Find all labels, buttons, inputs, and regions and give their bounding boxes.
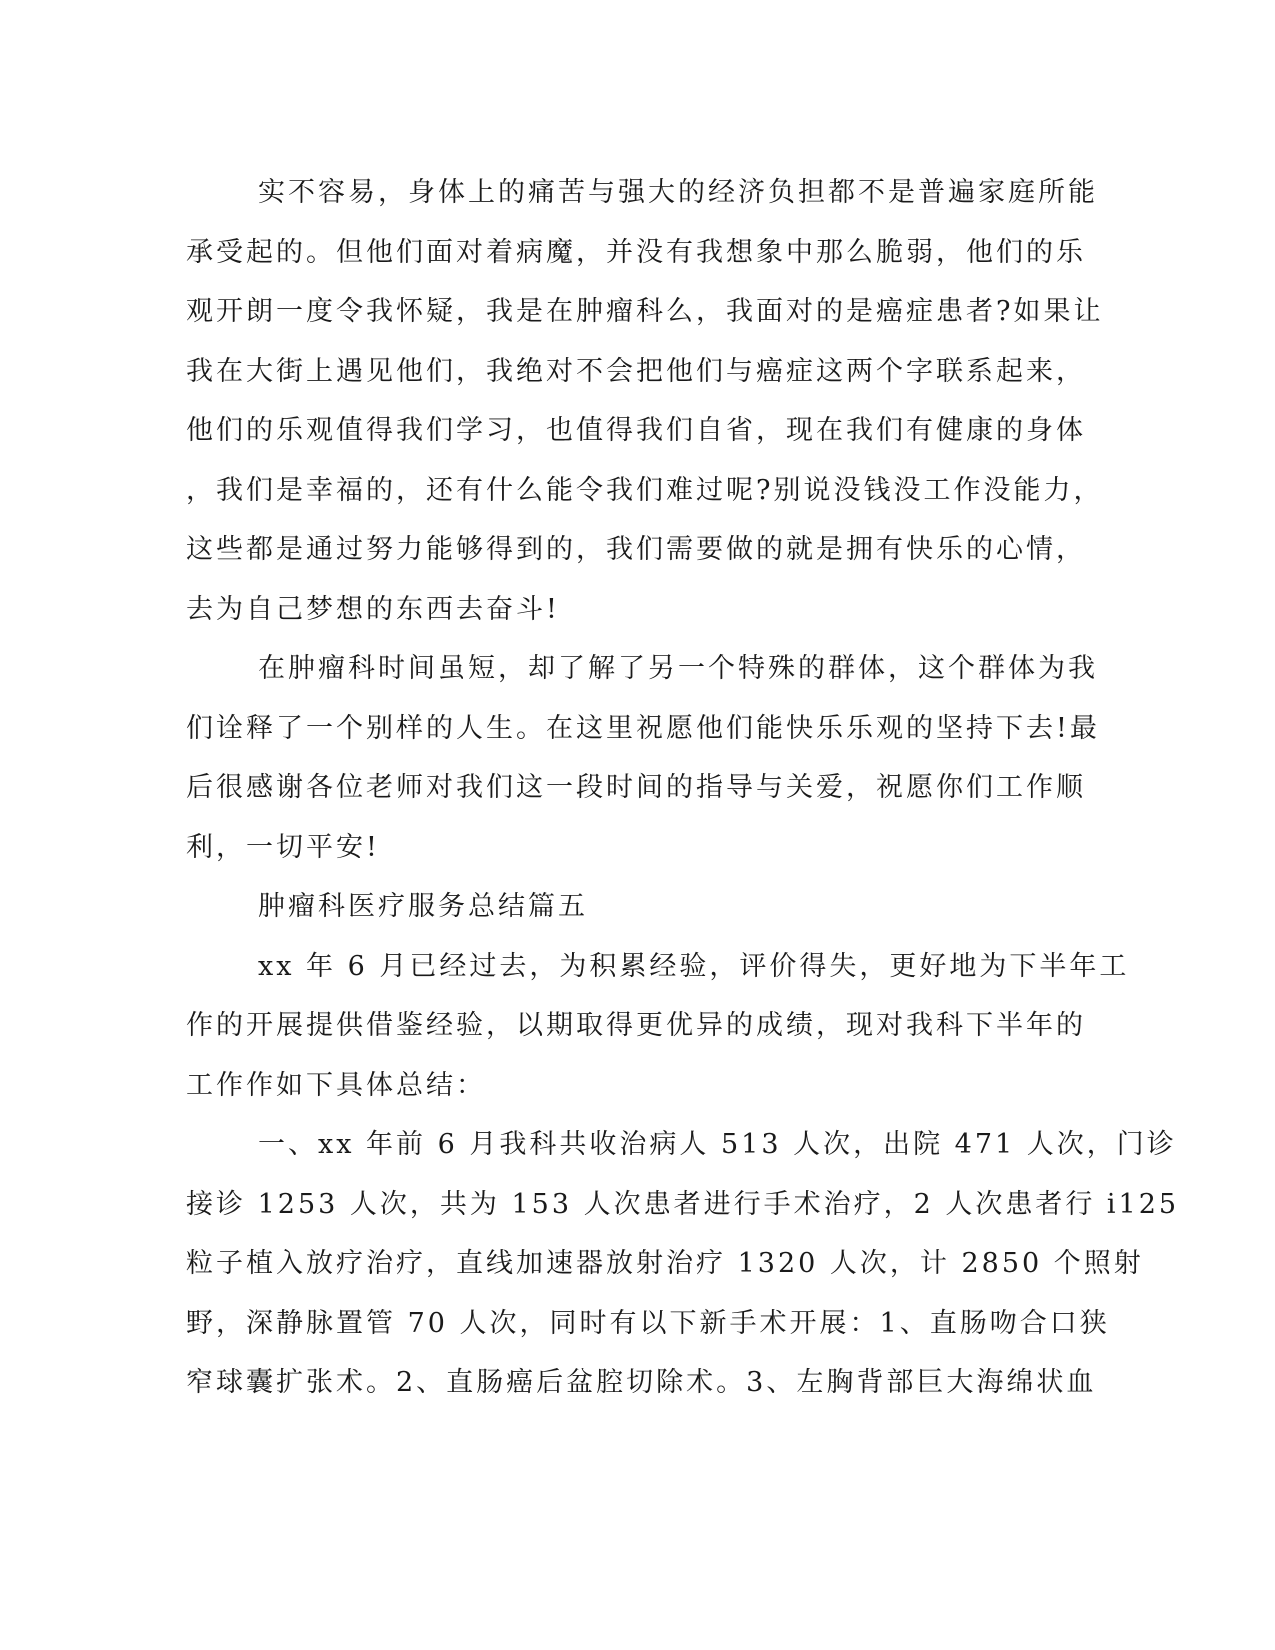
- text-line: xx 年 6 月已经过去，为积累经验，评价得失，更好地为下半年工: [258, 950, 1130, 982]
- text-line: 实不容易，身体上的痛苦与强大的经济负担都不是普遍家庭所能: [258, 177, 1098, 208]
- text-line: 窄球囊扩张术。2、直肠癌后盆腔切除术。3、左胸背部巨大海绵状血: [186, 1367, 1097, 1398]
- text-line: 在肿瘤科时间虽短，却了解了另一个特殊的群体，这个群体为我: [258, 653, 1098, 684]
- text-line: 后很感谢各位老师对我们这一段时间的指导与关爱，祝愿你们工作顺: [186, 772, 1086, 803]
- text-line: ，我们是幸福的，还有什么能令我们难过呢?别说没钱没工作没能力，: [186, 474, 1104, 506]
- text-line: 野，深静脉置管 70 人次，同时有以下新手术开展：1、直肠吻合口狭: [186, 1307, 1110, 1339]
- text-line: 承受起的。但他们面对着病魔，并没有我想象中那么脆弱，他们的乐: [186, 236, 1086, 268]
- text-line: 接诊 1253 人次，共为 153 人次患者进行手术治疗，2 人次患者行 i125: [186, 1188, 1180, 1220]
- text-line: 这些都是通过努力能够得到的，我们需要做的就是拥有快乐的心情，: [186, 534, 1086, 565]
- document-body: [186, 163, 1180, 1413]
- text-line: 粒子植入放疗治疗，直线加速器放射治疗 1320 人次，计 2850 个照射: [186, 1248, 1144, 1279]
- section-heading: 肿瘤科医疗服务总结篇五: [258, 891, 588, 922]
- text-line: 利，一切平安!: [186, 831, 380, 863]
- text-line: 一、xx 年前 6 月我科共收治病人 513 人次，出院 471 人次，门诊: [258, 1129, 1177, 1160]
- text-line: 观开朗一度令我怀疑，我是在肿瘤科么，我面对的是癌症患者?如果让: [186, 296, 1104, 327]
- text-line: 作的开展提供借鉴经验，以期取得更优异的成绩，现对我科下半年的: [186, 1010, 1086, 1041]
- text-line: 我在大街上遇见他们，我绝对不会把他们与癌症这两个字联系起来，: [186, 355, 1086, 387]
- text-line: 工作作如下具体总结：: [186, 1069, 486, 1101]
- text-line: 他们的乐观值得我们学习，也值得我们自省，现在我们有健康的身体: [186, 415, 1086, 446]
- text-line: 去为自己梦想的东西去奋斗!: [186, 593, 560, 625]
- text-line: 们诠释了一个别样的人生。在这里祝愿他们能快乐乐观的坚持下去!最: [186, 712, 1100, 744]
